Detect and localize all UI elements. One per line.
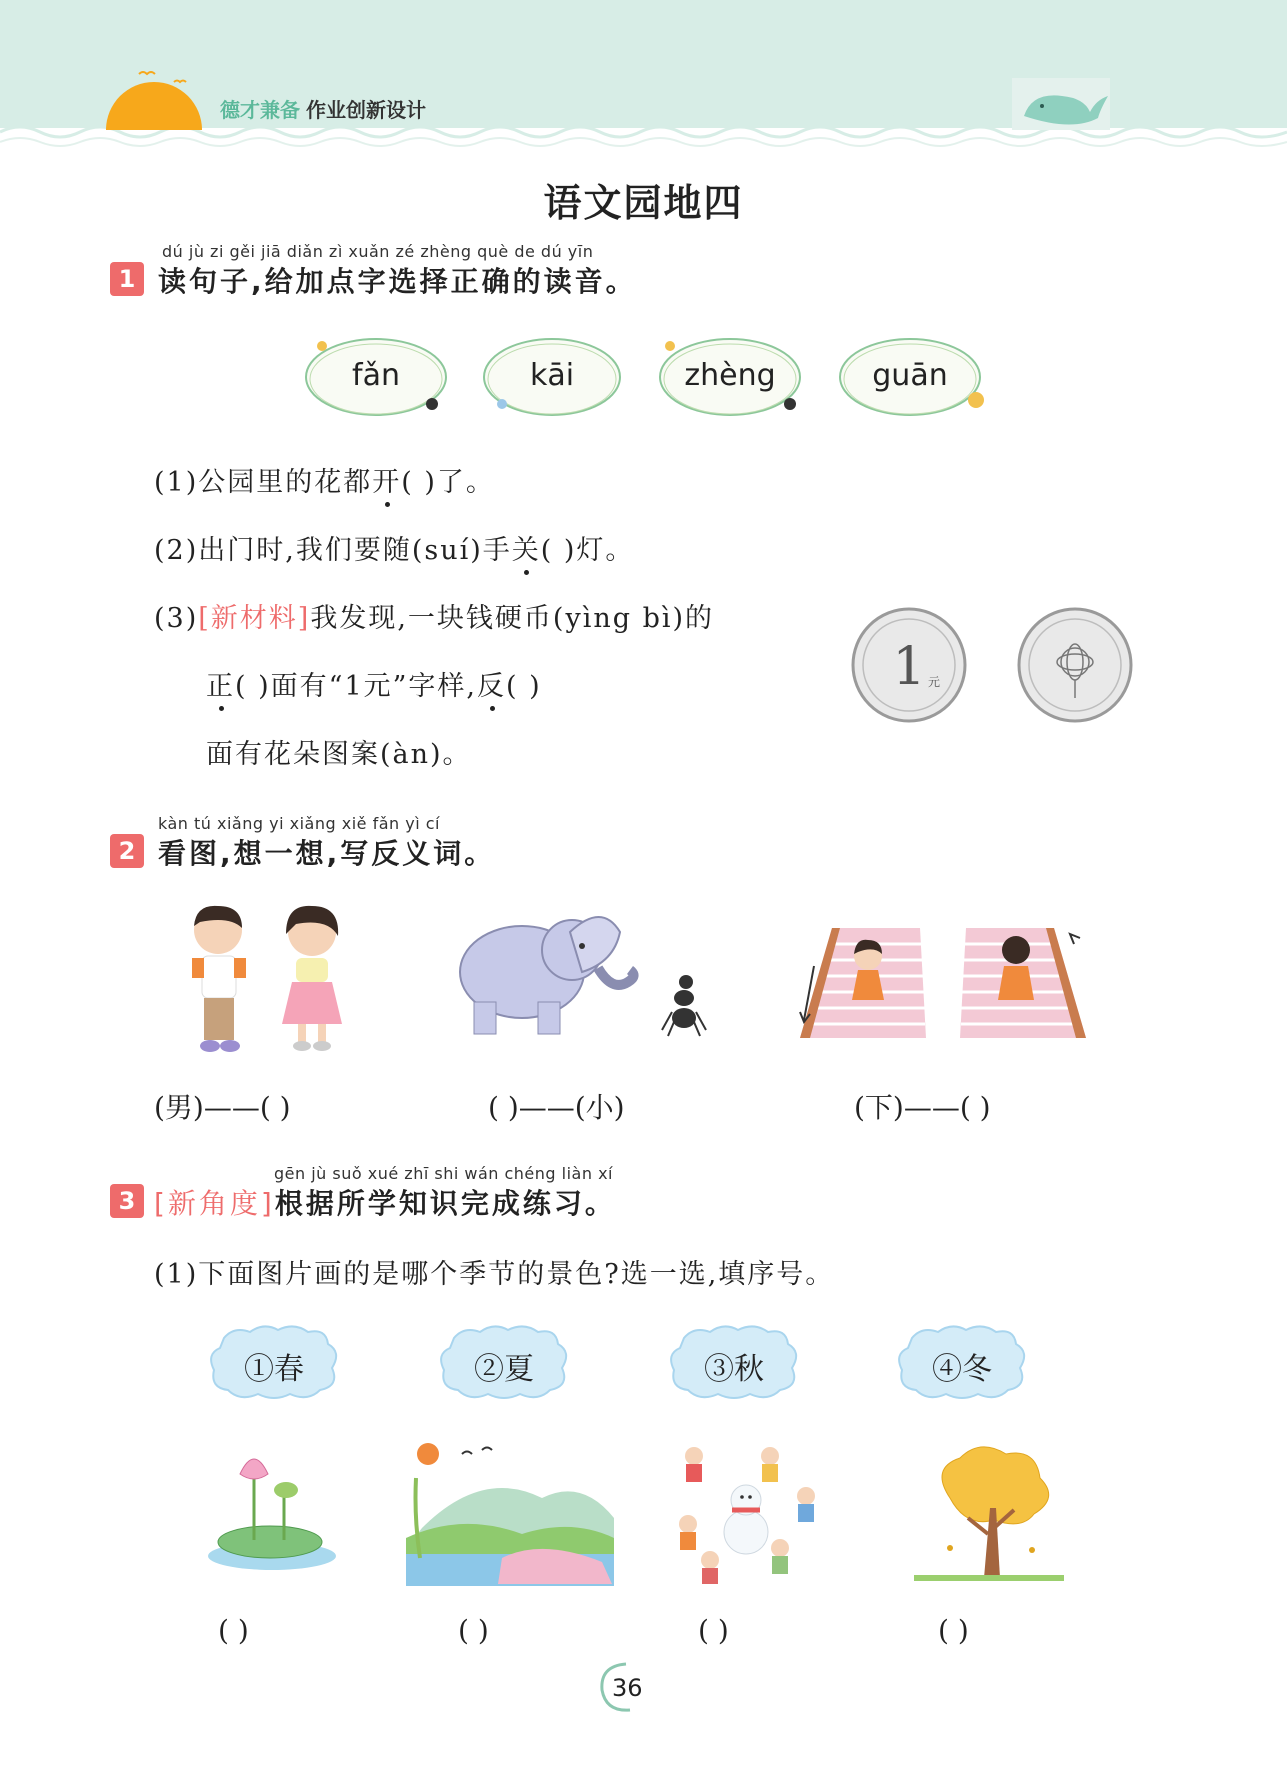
- q1-new-material-tag: [新材料]: [198, 603, 311, 634]
- boy-girl-illustration: [180, 898, 356, 1054]
- q2-instruction: 看图,想一想,写反义词。: [158, 837, 496, 870]
- page-title: 语文园地四: [543, 181, 744, 225]
- brand-title: [220, 94, 426, 123]
- pinyin-option-kai: [478, 334, 626, 420]
- q3-pinyin: gēn jù suǒ xué zhī shi wán chéng liàn xí: [274, 1164, 613, 1183]
- page-number: 36: [612, 1674, 643, 1702]
- coin-front-illustration: [850, 606, 968, 724]
- season-winter-label: ④冬: [932, 1352, 992, 1387]
- q3-instruction-line: [154, 1182, 616, 1222]
- pinyin-option-zheng: [656, 334, 804, 420]
- winter-snowman-illustration: [664, 1436, 828, 1586]
- q1-sentence-3c: 面有花朵图案(àn)。: [206, 739, 472, 770]
- whale-illustration: [1012, 76, 1112, 132]
- q1-s1-pre: (1)公园里的花都: [154, 467, 373, 498]
- q2-pair-3[interactable]: (下)——( ): [854, 1091, 991, 1124]
- pinyin-fan-text: fǎn: [352, 358, 400, 393]
- pinyin-kai-text: kāi: [529, 358, 575, 393]
- q1-s1-dotted-char: 开: [372, 460, 401, 499]
- elephant-ant-illustration: [452, 902, 716, 1042]
- q1-s1-blank[interactable]: ( )了。: [401, 467, 495, 498]
- brand-green-text: 德才兼备: [220, 98, 300, 122]
- q2-pinyin: kàn tú xiǎng yi xiǎng xiě fǎn yì cí: [158, 814, 440, 833]
- q1-s3-post: 我发现,一块钱硬币(yìng bì)的: [310, 603, 715, 634]
- q2-number: 2: [110, 834, 144, 868]
- q3-number: 3: [110, 1184, 144, 1218]
- q3-new-angle-tag: [新角度]: [154, 1187, 275, 1220]
- q1-s2-dotted-char: 关: [512, 528, 541, 567]
- q3-sub-question: (1)下面图片画的是哪个季节的景色?选一选,填序号。: [154, 1259, 835, 1290]
- q1-s3-pre: (3): [154, 603, 199, 634]
- q1-instruction: 读句子,给加点字选择正确的读音。: [158, 265, 637, 298]
- season-card-summer: [434, 1322, 574, 1402]
- q1-sentence-3b: [206, 664, 542, 703]
- stairs-illustration: [796, 900, 1096, 1040]
- season-summer-label: ②夏: [474, 1352, 534, 1387]
- q1-s2-pre: (2)出门时,我们要随(suí)手: [154, 535, 512, 566]
- autumn-tree-illustration: [910, 1438, 1068, 1586]
- season-card-winter: [892, 1322, 1032, 1402]
- pinyin-guan-text: guān: [872, 358, 948, 393]
- q1-s3b-blank[interactable]: ( ): [506, 671, 542, 702]
- spring-landscape-illustration: [402, 1438, 618, 1586]
- q1-s3b-dotted-char-1: 正: [206, 664, 235, 703]
- q2-pair-1[interactable]: (男)——( ): [154, 1091, 291, 1124]
- q1-pinyin: dú jù zi gěi jiā diǎn zì xuǎn zé zhèng què de dú yīn: [162, 242, 594, 261]
- pinyin-zheng-text: zhèng: [684, 358, 776, 393]
- q1-number: 1: [110, 262, 144, 296]
- sun-illustration: [104, 70, 204, 130]
- lotus-pond-illustration: [204, 1444, 340, 1572]
- season-card-spring: [204, 1322, 344, 1402]
- q2-pair-2[interactable]: ( )——(小): [488, 1091, 625, 1124]
- answer-blank-2[interactable]: ( ): [458, 1614, 489, 1647]
- coin-value-text: 1: [892, 637, 926, 697]
- pinyin-option-guan: [836, 334, 984, 420]
- q1-s2-blank[interactable]: ( )灯。: [540, 535, 635, 566]
- q1-sentence-1: [154, 460, 495, 499]
- q3-instruction: 根据所学知识完成练习。: [274, 1187, 616, 1220]
- answer-blank-4[interactable]: ( ): [938, 1614, 969, 1647]
- season-card-autumn: [664, 1322, 804, 1402]
- q1-sentence-3: [154, 596, 714, 635]
- coin-unit-text: 元: [927, 675, 941, 689]
- q1-sentence-2: [154, 528, 634, 567]
- q1-s3b-mid[interactable]: ( )面有“1元”字样,: [235, 671, 478, 702]
- season-spring-label: ①春: [244, 1352, 304, 1387]
- coin-back-illustration: [1016, 606, 1134, 724]
- pinyin-option-fan: [302, 334, 450, 420]
- answer-blank-1[interactable]: ( ): [218, 1614, 249, 1647]
- answer-blank-3[interactable]: ( ): [698, 1614, 729, 1647]
- q1-s3b-dotted-char-2: 反: [477, 664, 506, 703]
- brand-dark-text: 作业创新设计: [306, 98, 426, 122]
- season-autumn-label: ③秋: [704, 1352, 764, 1387]
